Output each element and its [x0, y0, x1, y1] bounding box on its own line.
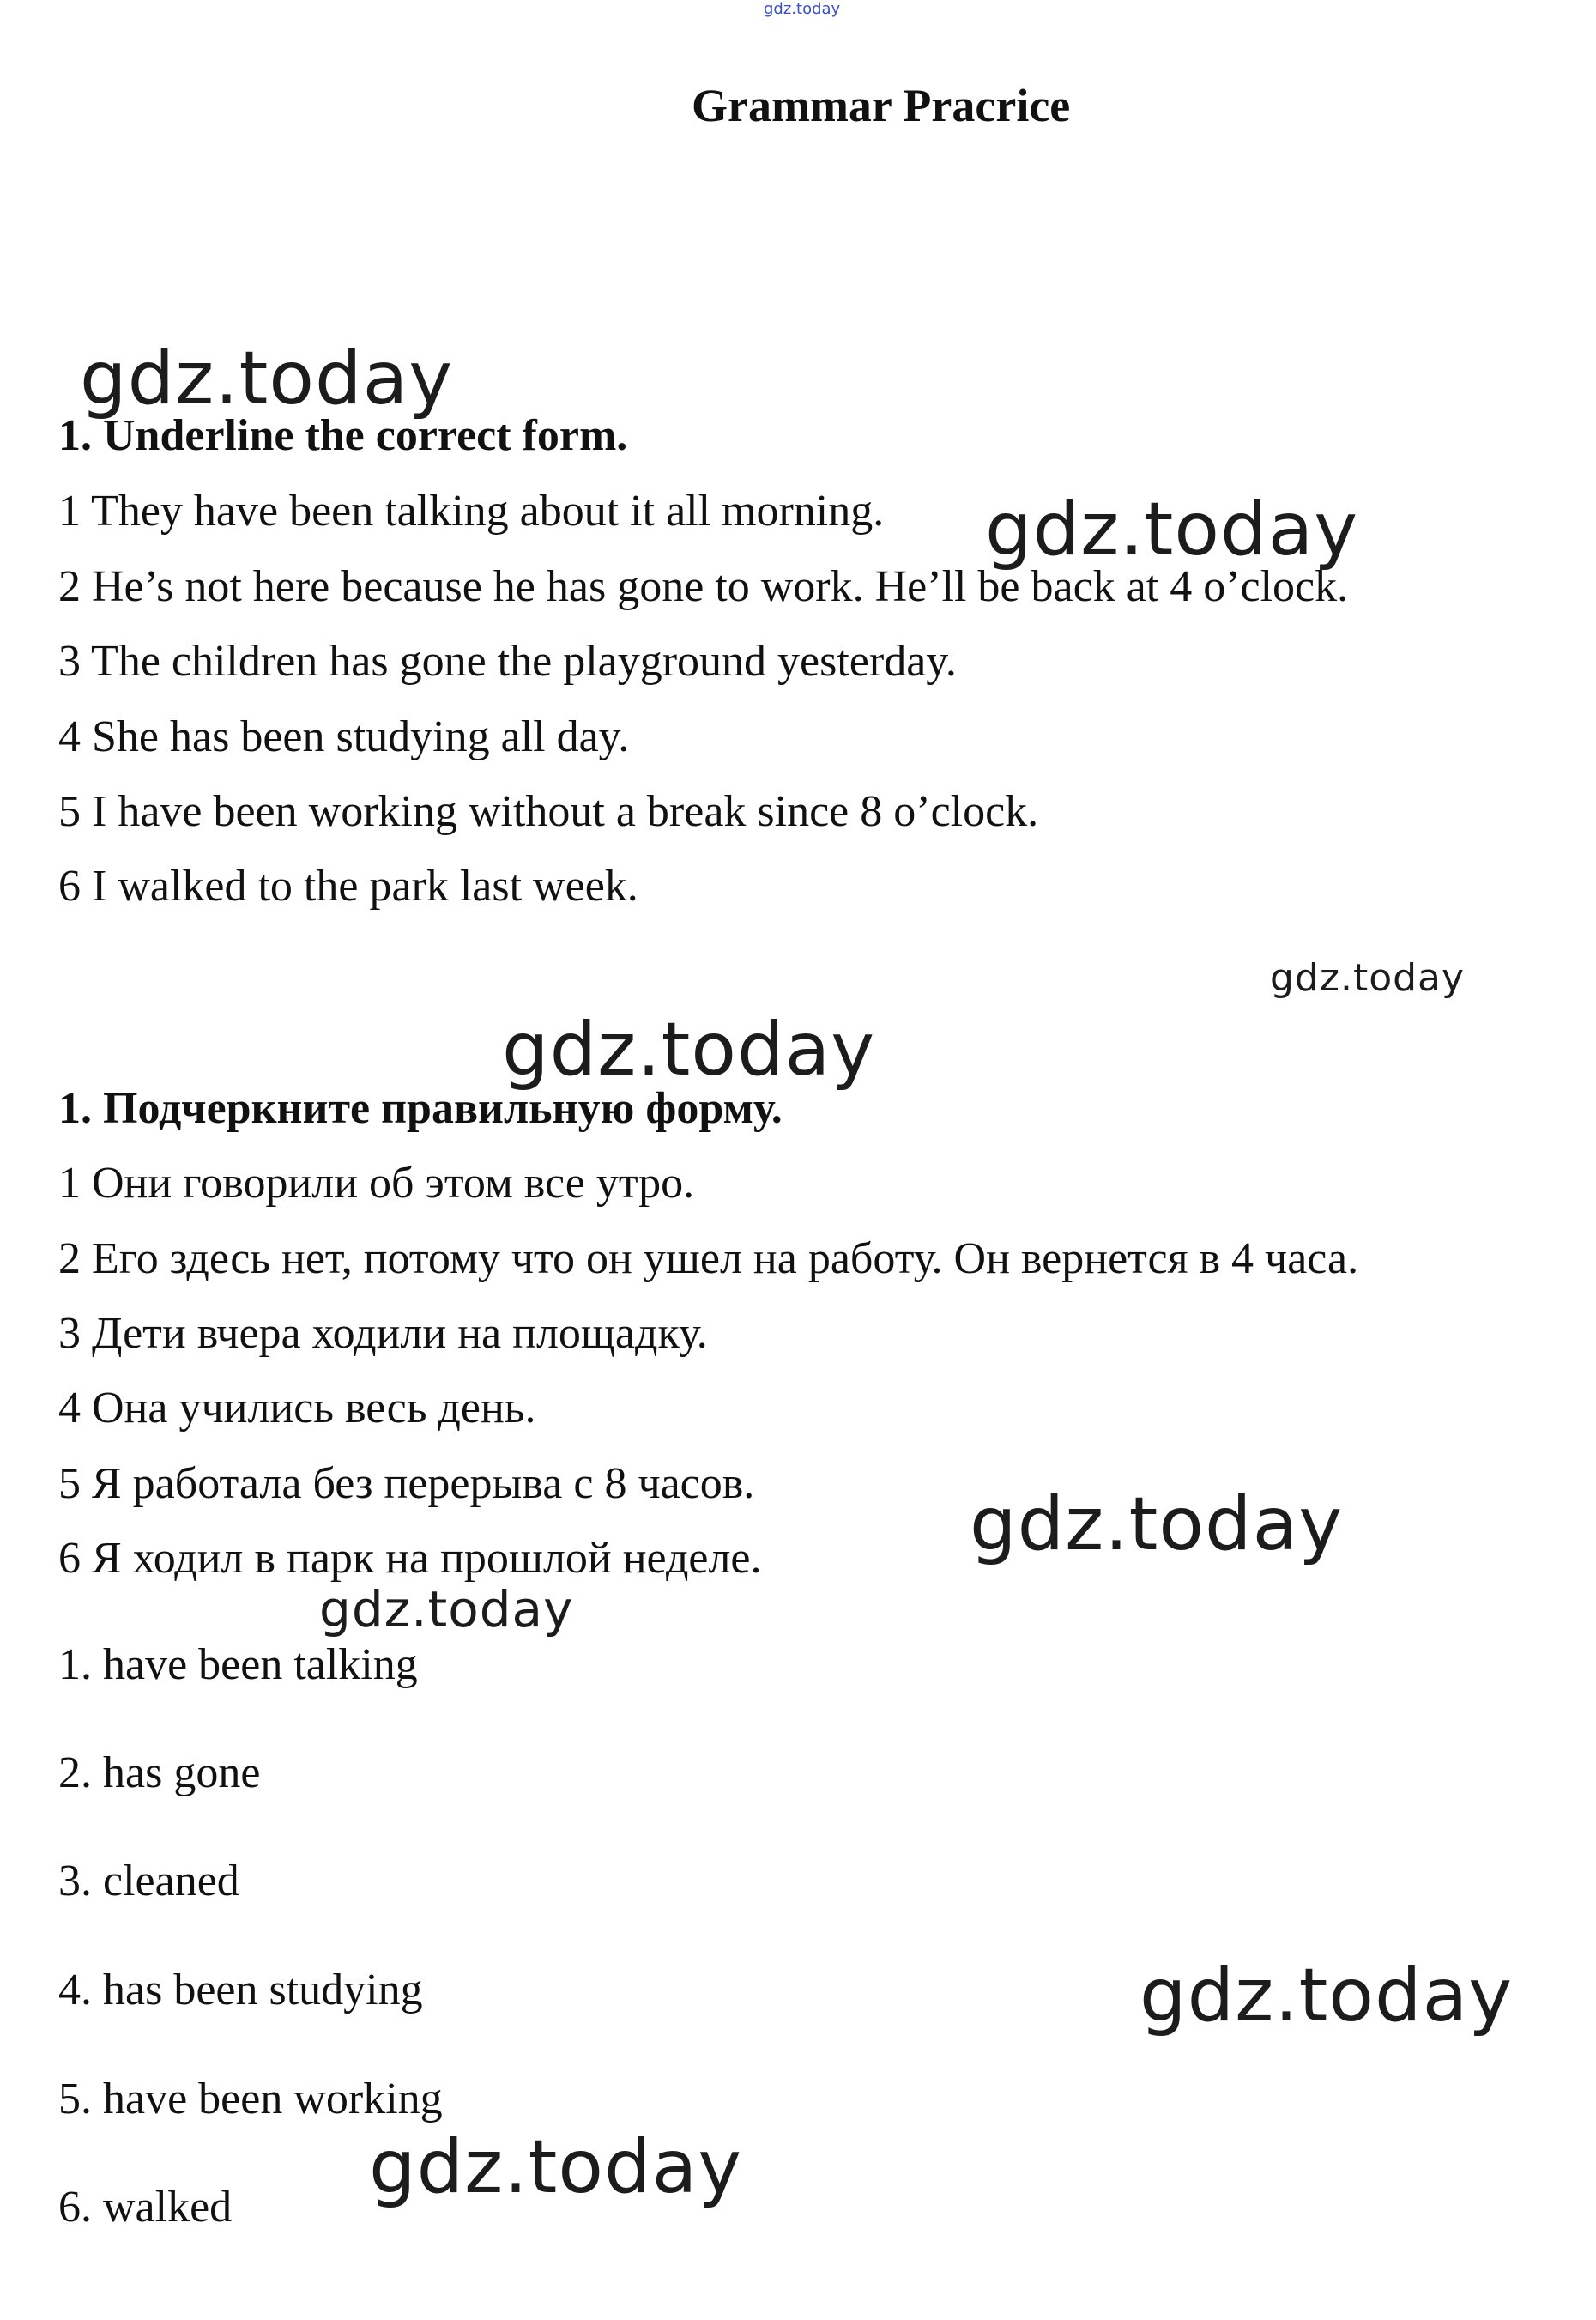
- exercise-heading-en: 1. Underline the correct form.: [58, 411, 628, 460]
- exercise-item-en: 3 The children has gone the playground yesterday.: [58, 637, 957, 686]
- watermark: gdz.today: [1270, 956, 1466, 1000]
- answer-item: 3. cleaned: [58, 1857, 239, 1905]
- answer-item: 4. has been studying: [58, 1966, 423, 2014]
- exercise-item-ru: 1 Они говорили об этом все утро.: [58, 1159, 695, 1208]
- watermark: gdz.today: [369, 2124, 743, 2210]
- exercise-item-ru: 3 Дети вчера ходили на площадку.: [58, 1309, 708, 1358]
- answer-item: 2. has gone: [58, 1748, 261, 1797]
- answer-item: 1. have been talking: [58, 1640, 418, 1689]
- answer-item: 5. have been working: [58, 2075, 443, 2123]
- watermark: gdz.today: [985, 487, 1359, 572]
- watermark: gdz.today: [80, 336, 454, 421]
- exercise-item-en: 5 I have been working without a break since 8 o’clock.: [58, 787, 1039, 836]
- watermark: gdz.today: [502, 1007, 876, 1093]
- answer-item: 6. walked: [58, 2183, 233, 2232]
- watermark: gdz.today: [319, 1580, 574, 1639]
- watermark: gdz.today: [1140, 1953, 1514, 2038]
- exercise-item-en: 4 She has been studying all day.: [58, 712, 630, 761]
- watermark-top: gdz.today: [764, 0, 841, 18]
- watermark: gdz.today: [970, 1481, 1344, 1567]
- exercise-item-ru: 6 Я ходил в парк на прошлой неделе.: [58, 1534, 762, 1583]
- exercise-item-en: 6 I walked to the park last week.: [58, 862, 638, 911]
- exercise-heading-ru: 1. Подчеркните правильную форму.: [58, 1084, 783, 1133]
- exercise-item-ru: 5 Я работала без перерыва с 8 часов.: [58, 1459, 755, 1508]
- exercise-item-en: 2 He’s not here because he has gone to work. He’ll be back at 4 o’clock.: [58, 562, 1349, 611]
- exercise-item-en: 1 They have been talking about it all morning.: [58, 487, 885, 536]
- exercise-item-ru: 2 Его здесь нет, потому что он ушел на работу. Он вернется в 4 часа.: [58, 1234, 1359, 1283]
- exercise-item-ru: 4 Она учились весь день.: [58, 1384, 536, 1433]
- page-title: Grammar Pracrice: [692, 80, 1071, 131]
